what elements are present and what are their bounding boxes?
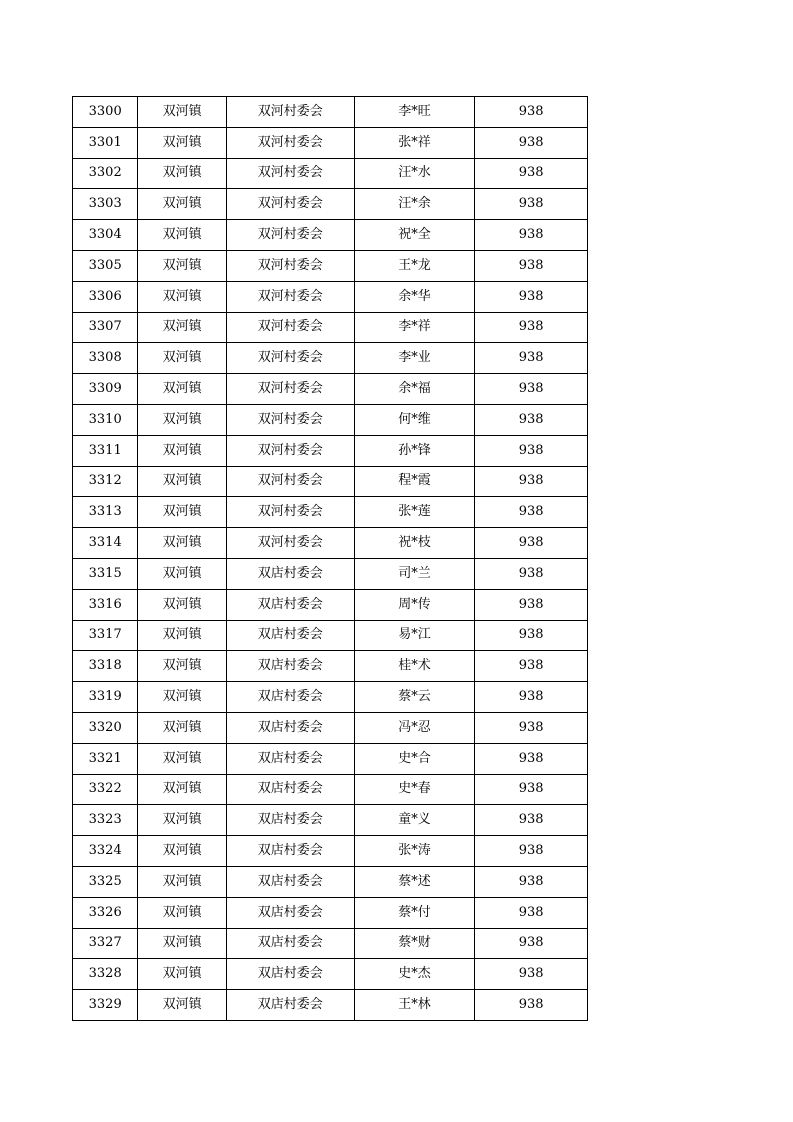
town-cell: 双河镇 [138, 620, 227, 651]
row-number-cell: 3311 [73, 435, 138, 466]
row-number-cell: 3300 [73, 97, 138, 128]
village-cell: 双河村委会 [226, 528, 354, 559]
town-cell: 双河镇 [138, 651, 227, 682]
table-row [73, 682, 588, 713]
town-cell: 双河镇 [138, 374, 227, 405]
name-cell: 祝*全 [354, 220, 475, 251]
name-cell: 张*莲 [354, 497, 475, 528]
town-cell: 双河镇 [138, 127, 227, 158]
town-cell: 双河镇 [138, 959, 227, 990]
name-cell: 桂*术 [354, 651, 475, 682]
table-row [73, 774, 588, 805]
row-number-cell: 3307 [73, 312, 138, 343]
row-number-cell: 3321 [73, 743, 138, 774]
row-number-cell: 3315 [73, 558, 138, 589]
row-number-cell: 3308 [73, 343, 138, 374]
village-cell: 双河村委会 [226, 312, 354, 343]
table-row [73, 158, 588, 189]
table-row [73, 127, 588, 158]
town-cell: 双河镇 [138, 158, 227, 189]
town-cell: 双河镇 [138, 836, 227, 867]
table-row [73, 836, 588, 867]
amount-cell: 938 [475, 435, 588, 466]
row-number-cell: 3324 [73, 836, 138, 867]
village-cell: 双店村委会 [226, 774, 354, 805]
row-number-cell: 3314 [73, 528, 138, 559]
town-cell: 双河镇 [138, 774, 227, 805]
name-cell: 何*维 [354, 404, 475, 435]
name-cell: 蔡*付 [354, 897, 475, 928]
amount-cell: 938 [475, 189, 588, 220]
row-number-cell: 3302 [73, 158, 138, 189]
row-number-cell: 3318 [73, 651, 138, 682]
village-cell: 双店村委会 [226, 836, 354, 867]
table-row [73, 805, 588, 836]
row-number-cell: 3316 [73, 589, 138, 620]
name-cell: 余*华 [354, 281, 475, 312]
amount-cell: 938 [475, 743, 588, 774]
row-number-cell: 3313 [73, 497, 138, 528]
table-row [73, 928, 588, 959]
table-row [73, 281, 588, 312]
town-cell: 双河镇 [138, 466, 227, 497]
town-cell: 双河镇 [138, 805, 227, 836]
amount-cell: 938 [475, 97, 588, 128]
table-row [73, 189, 588, 220]
village-cell: 双河村委会 [226, 497, 354, 528]
name-cell: 易*江 [354, 620, 475, 651]
name-cell: 汪*水 [354, 158, 475, 189]
village-cell: 双河村委会 [226, 281, 354, 312]
table-row [73, 620, 588, 651]
amount-cell: 938 [475, 589, 588, 620]
town-cell: 双河镇 [138, 343, 227, 374]
town-cell: 双河镇 [138, 435, 227, 466]
row-number-cell: 3310 [73, 404, 138, 435]
table-row [73, 312, 588, 343]
amount-cell: 938 [475, 466, 588, 497]
amount-cell: 938 [475, 528, 588, 559]
name-cell: 蔡*云 [354, 682, 475, 713]
amount-cell: 938 [475, 959, 588, 990]
village-cell: 双河村委会 [226, 250, 354, 281]
amount-cell: 938 [475, 250, 588, 281]
data-table [72, 96, 588, 1021]
name-cell: 张*涛 [354, 836, 475, 867]
village-cell: 双店村委会 [226, 651, 354, 682]
amount-cell: 938 [475, 682, 588, 713]
amount-cell: 938 [475, 127, 588, 158]
amount-cell: 938 [475, 558, 588, 589]
town-cell: 双河镇 [138, 682, 227, 713]
town-cell: 双河镇 [138, 589, 227, 620]
amount-cell: 938 [475, 281, 588, 312]
name-cell: 余*福 [354, 374, 475, 405]
town-cell: 双河镇 [138, 897, 227, 928]
amount-cell: 938 [475, 312, 588, 343]
amount-cell: 938 [475, 343, 588, 374]
row-number-cell: 3329 [73, 990, 138, 1021]
amount-cell: 938 [475, 836, 588, 867]
table-row [73, 528, 588, 559]
name-cell: 史*春 [354, 774, 475, 805]
village-cell: 双河村委会 [226, 343, 354, 374]
village-cell: 双店村委会 [226, 990, 354, 1021]
row-number-cell: 3303 [73, 189, 138, 220]
village-cell: 双店村委会 [226, 805, 354, 836]
table-row [73, 435, 588, 466]
row-number-cell: 3327 [73, 928, 138, 959]
table-row [73, 374, 588, 405]
table-row [73, 959, 588, 990]
village-cell: 双河村委会 [226, 158, 354, 189]
amount-cell: 938 [475, 774, 588, 805]
table-row [73, 404, 588, 435]
amount-cell: 938 [475, 620, 588, 651]
name-cell: 汪*余 [354, 189, 475, 220]
town-cell: 双河镇 [138, 189, 227, 220]
amount-cell: 938 [475, 374, 588, 405]
table-row [73, 712, 588, 743]
name-cell: 蔡*财 [354, 928, 475, 959]
village-cell: 双店村委会 [226, 682, 354, 713]
name-cell: 王*龙 [354, 250, 475, 281]
village-cell: 双河村委会 [226, 127, 354, 158]
table-row [73, 897, 588, 928]
amount-cell: 938 [475, 220, 588, 251]
table-row [73, 589, 588, 620]
row-number-cell: 3306 [73, 281, 138, 312]
town-cell: 双河镇 [138, 712, 227, 743]
town-cell: 双河镇 [138, 928, 227, 959]
row-number-cell: 3326 [73, 897, 138, 928]
row-number-cell: 3317 [73, 620, 138, 651]
table-row [73, 97, 588, 128]
name-cell: 李*业 [354, 343, 475, 374]
village-cell: 双店村委会 [226, 959, 354, 990]
town-cell: 双河镇 [138, 250, 227, 281]
row-number-cell: 3328 [73, 959, 138, 990]
name-cell: 史*杰 [354, 959, 475, 990]
table-body [73, 97, 588, 1021]
amount-cell: 938 [475, 404, 588, 435]
row-number-cell: 3322 [73, 774, 138, 805]
village-cell: 双店村委会 [226, 589, 354, 620]
amount-cell: 938 [475, 651, 588, 682]
village-cell: 双店村委会 [226, 743, 354, 774]
row-number-cell: 3301 [73, 127, 138, 158]
town-cell: 双河镇 [138, 97, 227, 128]
name-cell: 童*义 [354, 805, 475, 836]
village-cell: 双店村委会 [226, 620, 354, 651]
row-number-cell: 3325 [73, 866, 138, 897]
name-cell: 蔡*述 [354, 866, 475, 897]
name-cell: 张*祥 [354, 127, 475, 158]
town-cell: 双河镇 [138, 866, 227, 897]
row-number-cell: 3304 [73, 220, 138, 251]
name-cell: 祝*枝 [354, 528, 475, 559]
amount-cell: 938 [475, 805, 588, 836]
town-cell: 双河镇 [138, 281, 227, 312]
amount-cell: 938 [475, 158, 588, 189]
row-number-cell: 3323 [73, 805, 138, 836]
village-cell: 双店村委会 [226, 558, 354, 589]
amount-cell: 938 [475, 712, 588, 743]
village-cell: 双河村委会 [226, 374, 354, 405]
town-cell: 双河镇 [138, 743, 227, 774]
village-cell: 双河村委会 [226, 189, 354, 220]
table-row [73, 866, 588, 897]
town-cell: 双河镇 [138, 312, 227, 343]
table-row [73, 343, 588, 374]
table-row [73, 558, 588, 589]
name-cell: 史*合 [354, 743, 475, 774]
row-number-cell: 3305 [73, 250, 138, 281]
amount-cell: 938 [475, 990, 588, 1021]
table-row [73, 743, 588, 774]
row-number-cell: 3320 [73, 712, 138, 743]
table-row [73, 250, 588, 281]
name-cell: 程*霞 [354, 466, 475, 497]
village-cell: 双河村委会 [226, 97, 354, 128]
village-cell: 双店村委会 [226, 897, 354, 928]
table-row [73, 990, 588, 1021]
amount-cell: 938 [475, 897, 588, 928]
village-cell: 双店村委会 [226, 866, 354, 897]
town-cell: 双河镇 [138, 558, 227, 589]
row-number-cell: 3312 [73, 466, 138, 497]
name-cell: 司*兰 [354, 558, 475, 589]
name-cell: 冯*忍 [354, 712, 475, 743]
amount-cell: 938 [475, 866, 588, 897]
town-cell: 双河镇 [138, 528, 227, 559]
table-row [73, 220, 588, 251]
row-number-cell: 3319 [73, 682, 138, 713]
village-cell: 双店村委会 [226, 928, 354, 959]
village-cell: 双河村委会 [226, 466, 354, 497]
town-cell: 双河镇 [138, 990, 227, 1021]
town-cell: 双河镇 [138, 497, 227, 528]
table-row [73, 497, 588, 528]
name-cell: 周*传 [354, 589, 475, 620]
village-cell: 双河村委会 [226, 404, 354, 435]
table-row [73, 651, 588, 682]
amount-cell: 938 [475, 497, 588, 528]
table-row [73, 466, 588, 497]
name-cell: 李*旺 [354, 97, 475, 128]
town-cell: 双河镇 [138, 404, 227, 435]
town-cell: 双河镇 [138, 220, 227, 251]
amount-cell: 938 [475, 928, 588, 959]
name-cell: 王*林 [354, 990, 475, 1021]
village-cell: 双店村委会 [226, 712, 354, 743]
village-cell: 双河村委会 [226, 220, 354, 251]
name-cell: 李*祥 [354, 312, 475, 343]
village-cell: 双河村委会 [226, 435, 354, 466]
row-number-cell: 3309 [73, 374, 138, 405]
name-cell: 孙*锋 [354, 435, 475, 466]
